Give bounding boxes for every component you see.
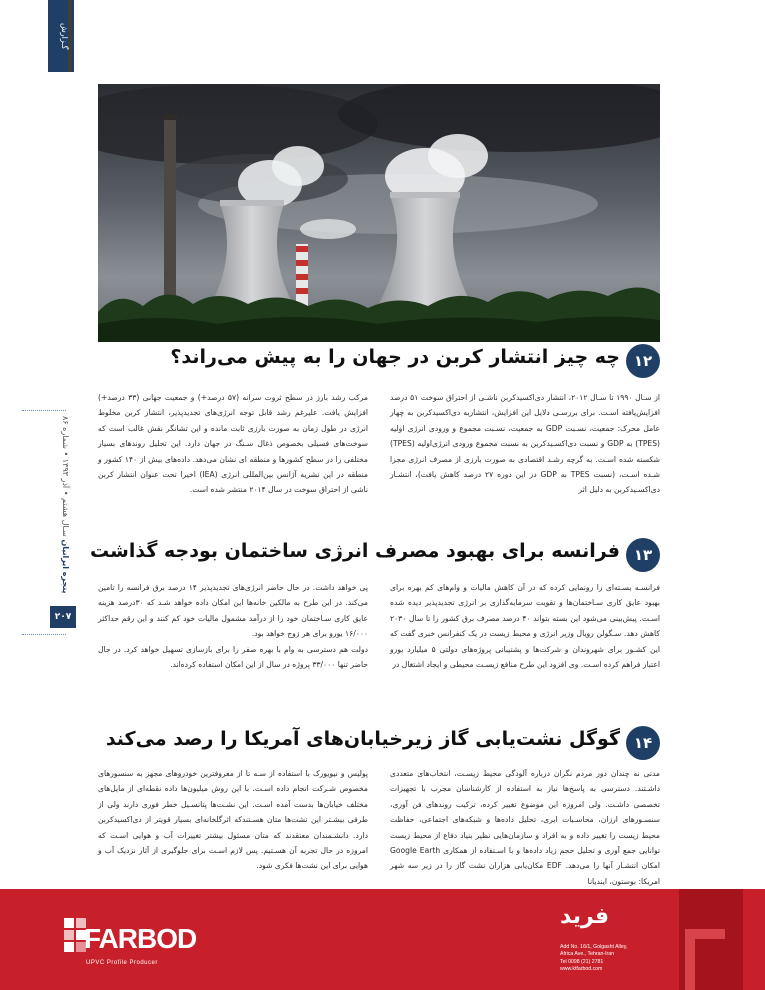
section-columns — [98, 390, 660, 498]
farbod-brand: FARBOD — [84, 923, 197, 954]
section-number-badge: ۱۲ — [626, 344, 660, 378]
footer-advertisement — [0, 889, 765, 990]
magazine-name: پنجره ایرانیان — [61, 539, 70, 594]
address-line: Add No. 16/1, Golgasht Alley, — [560, 944, 628, 950]
farid-address — [560, 944, 627, 974]
paragraph: فرانسـه بسـته‌ای را رونمایی کرده که در آن کاهش مالیات و وام‌های کم بهره برای بهبود عایق کاری سـاختمان‌ها و تقویت سرمایه‌گذاری بر انرژی تجدیدپذیر دیده شده اسـت. پیش‌بینی می‌شود این بسته بتواند ۴۰ درصد مصرف برق کشور را تا سال ۲۰۳۰ کاهش دهد. سـگولن رویال وزیر انرژی و محیط زیست در یک کنفرانس خبری گفت که این کشـور برای شهروندان و شرکت‌ها و پشتیبانی پروژه‌های دولتی ۵ میلیارد یورو اعتبار فراهم کرده اسـت. وی افزود این طرح منافع زیسـت محیطی و ایجاد اشتغال در — [390, 583, 660, 670]
page-number: ۲۰۷ — [50, 606, 76, 628]
section-heading — [90, 538, 660, 574]
website-link[interactable]: www.ktfarbod.com — [560, 966, 603, 973]
section-columns — [98, 580, 660, 672]
address-line: Tel 0098 (21) 2781 — [560, 958, 604, 965]
article-section-13 — [90, 538, 660, 670]
section-title: گوگل نشت‌یابی گاز زیرخیابان‌های آمریکا را رصد می‌کند — [105, 728, 620, 750]
section-heading — [98, 726, 660, 762]
section-columns — [98, 766, 660, 889]
issue-meta: سـال هشتم • آذر ۱۳۹۳ • شماره ۸۶ — [61, 416, 70, 538]
paragraph: مدتی نه چندان دور مردم نگران درباره آلودگی محیط زیسـت، انتخاب‌های متعددی داشـتند. دسترسی به پاسخ‌ها نیاز به استفاده از کارشناسان مجرب با تجهیزات تخصصی داشـت. ولی امروزه این موضوع تغییر کرده، ترکیب روندهای فن آوری، سنسـورهای ارزان، محاسـبات ابری، تحلیل داده‌ها و شبکه‌های اجتماعی، حفاظت محیط زیست را تغییر داده و به افراد و سازمان‌هایی نظیر بنیاد دفاع از محیط زیست توانایی جمع آوری و تحلیل حجم زیاد داده‌ها و با اسـتفاده از همکاری Google Earth امکان انتشـار آنها را می‌دهد. EDF مکان‌یابی هزاران نشت گاز را در زیر سه شهر امریکا: بوستون، ایندیانا — [390, 769, 660, 886]
section-number-badge: ۱۴ — [626, 726, 660, 760]
sidebar-divider-top — [22, 410, 66, 411]
sidebar-divider-bottom — [22, 634, 66, 635]
section-heading — [98, 344, 660, 380]
column-left — [98, 390, 368, 498]
column-right — [390, 390, 660, 498]
paragraph: پی خواهد داشت. در حال حاضر انرژی‌های تجدیدپذیر ۱۴ درصد برق فرانسه را تامین می‌کند. در این طرح به مالکین خانه‌ها این امکان داده خواهد شـد که ۳۰درصد هزینه عایق کاری سـاختمان خود را از درآمد مشمول مالیات خود کم کنند و این رقم حداکثر ۱۶/۰۰۰ یورو برای هر زوج خواهد بود. — [98, 583, 368, 639]
column-left — [98, 580, 368, 672]
farid-brand: فرید — [560, 904, 610, 929]
section-title: چه چیز انتشار کربن در جهان را به پیش می‌راند؟ — [170, 346, 620, 368]
sidebar-meta — [52, 414, 70, 594]
address-line: Africa Ave., Tehran-Iran — [560, 951, 615, 958]
section-tab-label: گـزارش — [60, 22, 69, 50]
column-right — [390, 766, 660, 889]
paragraph: از سـال ۱۹۹۰ تا سـال ۲۰۱۲، انتشار دی‌اکسیدکربن ناشـی از احتراق سوخت ۵۱ درصد افزایش‌یافته اسـت. برای بررسـی دلایل این افزایش، انتشاربه دی‌اکسیدکربن به چهار عامل محرک: جمعیت، نسـبت GDP به جمعیت، نسـبت مجموع و ورودی انرژی اولیه (TPES) به GDP و نسبت دی‌اکسـیدکربن به نسبت مجموع ورودی انرژی‌اولیه (TPES) شکسته شده اسـت. به گرچه رشـد اقتصادی به صورت بارزی از مصرف انرژی مجزا شـده اسـت، (نسبت TPES به GDP در این دوره ۲۷ درصد کاهش یافت)، انتشـار دی‌اکسـیدکربن به دلیل اثر — [390, 393, 661, 495]
section-number-badge: ۱۳ — [626, 538, 660, 572]
section-title: فرانسه برای بهبود مصرف انرژی ساختمان بودجه گذاشت — [90, 540, 620, 562]
footer-accent-frame — [685, 929, 725, 990]
paragraph: مرکب رشد بارز در سطح ثروت سرانه (۵۷ درصد+) و جمعیت جهانی (۳۳ درصد+) افزایش یافت. علیرغم رشد قابل توجه انرژی‌های تجدیدپذیر، انتشار کربن مخلوط انرژی در طول زمان به صورت بارزی ثابت مانده و این تشانگر نقش غالب است که سوخت‌های فسیلی بخصوص ذغال سـنگ در جهان دارد. این تحلیل روندهای بسیار مختلفی را در سطح کشورها و منطقه ای نشان می‌دهد. داده‌های بیش از ۱۴۰ کشور و منطقه در این نشریه آژانس بین‌المللی انرژی (IEA) اخیرا تحت عنوان انتشار کربن ناشی از احتراق سوخت در سال ۲۰۱۴ منتشر شده است. — [98, 393, 368, 495]
column-left — [98, 766, 368, 889]
paragraph: پولیس و نیویورک با استفاده از سـه تا از معروفترین خودروهای مجهز به سنسورهای مخصوص شـرکت انجام داده اسـت. با این روش میلیون‌ها داده نقطه‌ای از مایل‌های مختلف خیابان‌ها بدست آمده اسـت. این نشـت‌ها پتانسـیل خطر فوری دارند ولی از طرفی بیشـتر این نشت‌ها متان هسـتندکه اثرگلخانه‌ای بسیار قویتر از دی‌اکسیدکربن دارد. دانشـمندان معتقدند که متان مسئول بیشتر تغییرات آب و هوایی اسـت که امروزه در حال تجربه آن هسـتیم. پس لازم اسـت برای جلوگیری از آثار نزدیک آب و هوایی برای این نشت‌ها فکری شود. — [98, 769, 368, 871]
farbod-tagline: UPVC Profile Producer — [86, 960, 158, 966]
cooling-towers-photo — [98, 84, 660, 342]
article-section-14 — [98, 726, 660, 886]
column-right — [390, 580, 660, 672]
paragraph: دولت هم دسترسی به وام با بهره صفر را برای بازسازی تسهیل خواهد کرد. در حال حاضر تنها ۳۳/۰۰۰ پروژه در سال از این امکان استفاده کرده‌اند. — [98, 644, 368, 670]
farid-logo — [560, 904, 660, 973]
article-section-12 — [98, 344, 661, 495]
farbod-logo — [64, 914, 214, 974]
